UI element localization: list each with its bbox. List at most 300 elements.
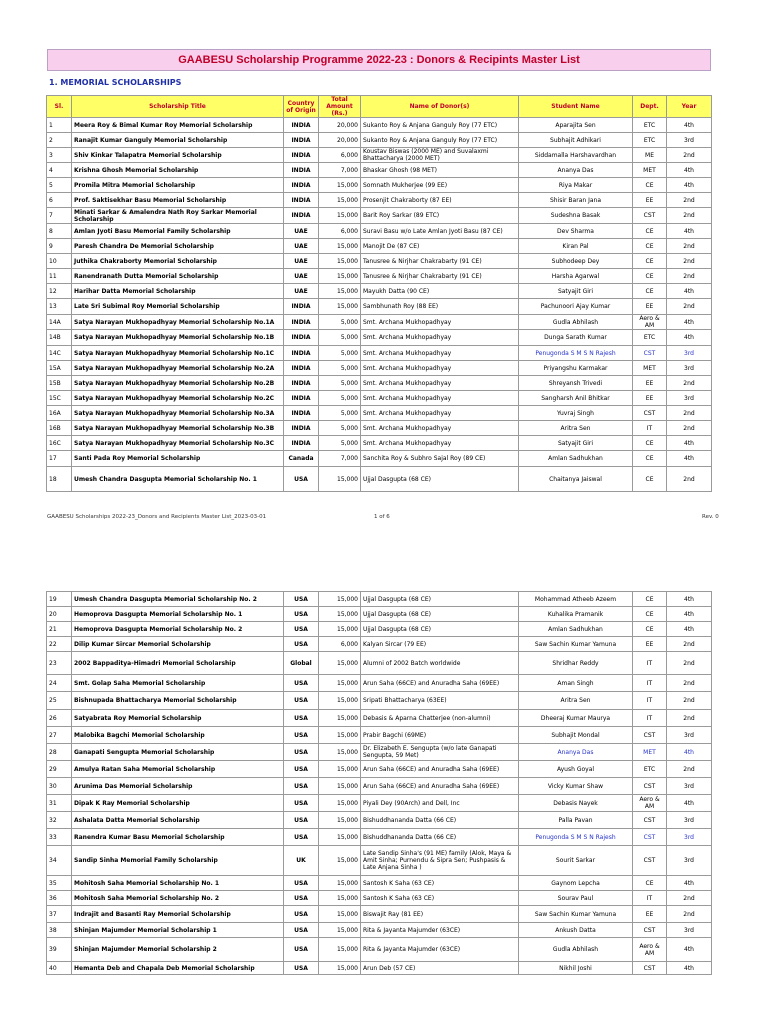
cell-student: Sourav Paul (519, 891, 633, 906)
cell-sl: 17 (47, 451, 72, 467)
cell-year: 4th (667, 592, 712, 607)
cell-dept: CST (633, 208, 667, 224)
cell-year: 3rd (667, 846, 712, 876)
table-row (47, 254, 712, 269)
cell-amount: 6,000 (319, 224, 361, 239)
cell-year: 4th (667, 178, 712, 193)
cell-country: Canada (284, 451, 319, 467)
cell-title: Satya Narayan Mukhopadhyay Memorial Scholarship No.1A (72, 315, 284, 330)
cell-donor: Bhaskar Ghosh (98 MET) (361, 163, 519, 178)
table-row (47, 891, 712, 906)
cell-amount: 7,000 (319, 163, 361, 178)
cell-student: Riya Makar (519, 178, 633, 193)
cell-student: Priyangshu Karmakar (519, 361, 633, 376)
header-title: Scholarship Title (72, 96, 284, 118)
table-row (47, 193, 712, 208)
cell-student: Dev Sharma (519, 224, 633, 239)
cell-donor: Late Sandip Sinha's (91 ME) family (Alok, Maya & Amit Sinha; Purnendu & Sipra Sen; Pushpasis & Late Anjana Sinha ) (361, 846, 519, 876)
cell-dept: IT (633, 675, 667, 692)
cell-student: Ankush Datta (519, 923, 633, 938)
cell-title: Hemoprova Dasgupta Memorial Scholarship No. 1 (72, 607, 284, 622)
cell-amount: 20,000 (319, 118, 361, 133)
cell-amount: 15,000 (319, 744, 361, 761)
cell-donor: Suravi Basu w/o Late Amlan Jyoti Basu (87 CE) (361, 224, 519, 239)
scholarship-table-page1 (46, 95, 712, 492)
cell-title: Juthika Chakraborty Memorial Scholarship (72, 254, 284, 269)
cell-year: 2nd (667, 637, 712, 652)
cell-sl: 14A (47, 315, 72, 330)
table-row (47, 148, 712, 163)
cell-student: Sudeshna Basak (519, 208, 633, 224)
header-donor: Name of Donor(s) (361, 96, 519, 118)
table-row (47, 239, 712, 254)
cell-donor: Somnath Mukherjee (99 EE) (361, 178, 519, 193)
page-title: GAABESU Scholarship Programme 2022-23 : Donors & Recipints Master List (47, 49, 711, 71)
cell-amount: 15,000 (319, 906, 361, 923)
table-row (47, 178, 712, 193)
cell-amount: 15,000 (319, 607, 361, 622)
cell-year: 4th (667, 163, 712, 178)
table-row (47, 906, 712, 923)
cell-year: 4th (667, 436, 712, 451)
cell-year: 2nd (667, 761, 712, 778)
cell-year: 4th (667, 118, 712, 133)
table-row (47, 938, 712, 962)
cell-amount: 15,000 (319, 239, 361, 254)
table-row (47, 962, 712, 975)
cell-dept: CST (633, 923, 667, 938)
cell-sl: 14B (47, 330, 72, 346)
cell-donor: Arun Deb (57 CE) (361, 962, 519, 975)
cell-dept: MET (633, 163, 667, 178)
cell-student: Penugonda S M S N Rajesh (519, 346, 633, 361)
table-row (47, 163, 712, 178)
cell-year: 4th (667, 224, 712, 239)
cell-student: Ayush Goyal (519, 761, 633, 778)
cell-amount: 15,000 (319, 254, 361, 269)
cell-donor: Kalyan Sircar (79 EE) (361, 637, 519, 652)
cell-sl: 9 (47, 239, 72, 254)
cell-amount: 15,000 (319, 675, 361, 692)
cell-amount: 6,000 (319, 637, 361, 652)
cell-amount: 15,000 (319, 592, 361, 607)
cell-dept: CE (633, 467, 667, 492)
table-row (47, 592, 712, 607)
cell-sl: 13 (47, 299, 72, 315)
cell-sl: 37 (47, 906, 72, 923)
cell-year: 2nd (667, 421, 712, 436)
cell-sl: 4 (47, 163, 72, 178)
cell-donor: Mayukh Datta (90 CE) (361, 284, 519, 299)
cell-amount: 15,000 (319, 778, 361, 795)
cell-year: 3rd (667, 812, 712, 829)
cell-country: Global (284, 652, 319, 675)
cell-year: 2nd (667, 299, 712, 315)
table-row (47, 208, 712, 224)
cell-dept: EE (633, 299, 667, 315)
cell-donor: Alumni of 2002 Batch worldwide (361, 652, 519, 675)
cell-student: Shridhar Reddy (519, 652, 633, 675)
cell-sl: 31 (47, 795, 72, 812)
cell-year: 3rd (667, 727, 712, 744)
cell-student: Harsha Agarwal (519, 269, 633, 284)
cell-year: 2nd (667, 692, 712, 710)
cell-donor: Dr. Elizabeth E. Sengupta (w/o late Ganapati Sengupta, 59 Met) (361, 744, 519, 761)
cell-year: 4th (667, 315, 712, 330)
cell-sl: 1 (47, 118, 72, 133)
cell-country: USA (284, 923, 319, 938)
footer-document-name: GAABESU Scholarships 2022-23_Donors and Recipients Master List_2023-03-01 (47, 514, 267, 520)
cell-dept: CE (633, 622, 667, 637)
cell-donor: Sambhunath Roy (88 EE) (361, 299, 519, 315)
cell-dept: CE (633, 239, 667, 254)
cell-title: Ranajit Kumar Ganguly Memorial Scholarship (72, 133, 284, 148)
header-amount: Total Amount (Rs.) (319, 96, 361, 118)
cell-sl: 18 (47, 467, 72, 492)
cell-student: Aritra Sen (519, 692, 633, 710)
cell-year: 3rd (667, 361, 712, 376)
cell-sl: 16A (47, 406, 72, 421)
table-row (47, 778, 712, 795)
cell-country: USA (284, 778, 319, 795)
table-row (47, 284, 712, 299)
table-row (47, 467, 712, 492)
cell-title: Paresh Chandra De Memorial Scholarship (72, 239, 284, 254)
scholarship-table-page2 (46, 591, 712, 975)
cell-country: USA (284, 675, 319, 692)
cell-donor: Rita & Jayanta Majumder (63CE) (361, 938, 519, 962)
cell-student: Kiran Pal (519, 239, 633, 254)
cell-title: Satya Narayan Mukhopadhyay Memorial Scholarship No.1C (72, 346, 284, 361)
cell-student: Subhajit Adhikari (519, 133, 633, 148)
cell-sl: 7 (47, 208, 72, 224)
cell-year: 2nd (667, 406, 712, 421)
header-dept: Dept. (633, 96, 667, 118)
table-row (47, 727, 712, 744)
cell-amount: 15,000 (319, 923, 361, 938)
cell-title: Krishna Ghosh Memorial Scholarship (72, 163, 284, 178)
cell-title: Satya Narayan Mukhopadhyay Memorial Scholarship No.3C (72, 436, 284, 451)
cell-amount: 5,000 (319, 376, 361, 391)
cell-title: Mohitosh Saha Memorial Scholarship No. 2 (72, 891, 284, 906)
cell-amount: 5,000 (319, 346, 361, 361)
cell-title: Promila Mitra Memorial Scholarship (72, 178, 284, 193)
cell-dept: ETC (633, 330, 667, 346)
cell-sl: 15C (47, 391, 72, 406)
cell-title: Smt. Golap Saha Memorial Scholarship (72, 675, 284, 692)
cell-year: 2nd (667, 254, 712, 269)
cell-dept: CST (633, 812, 667, 829)
cell-amount: 15,000 (319, 812, 361, 829)
cell-dept: EE (633, 391, 667, 406)
cell-country: USA (284, 710, 319, 727)
cell-donor: Smt. Archana Mukhopadhyay (361, 315, 519, 330)
cell-dept: ETC (633, 133, 667, 148)
cell-student: Amlan Sadhukhan (519, 451, 633, 467)
cell-student: Siddamalla Harshavardhan (519, 148, 633, 163)
cell-sl: 19 (47, 592, 72, 607)
cell-year: 3rd (667, 346, 712, 361)
cell-sl: 3 (47, 148, 72, 163)
cell-year: 2nd (667, 710, 712, 727)
cell-donor: Arun Saha (66CE) and Anuradha Saha (69EE) (361, 778, 519, 795)
cell-title: Amlan Jyoti Basu Memorial Family Scholarship (72, 224, 284, 239)
cell-sl: 32 (47, 812, 72, 829)
cell-amount: 7,000 (319, 451, 361, 467)
section-heading: 1. MEMORIAL SCHOLARSHIPS (49, 78, 182, 87)
footer-revision: Rev. 0 (702, 514, 719, 520)
cell-sl: 39 (47, 938, 72, 962)
cell-title: Ranendranath Dutta Memorial Scholarship (72, 269, 284, 284)
cell-student: Sangharsh Anil Bhitkar (519, 391, 633, 406)
cell-student: Penugonda S M S N Rajesh (519, 829, 633, 846)
cell-donor: Smt. Archana Mukhopadhyay (361, 361, 519, 376)
cell-dept: ETC (633, 761, 667, 778)
cell-title: Minati Sarkar & Amalendra Nath Roy Sarkar Memorial Scholarship (72, 208, 284, 224)
cell-amount: 15,000 (319, 727, 361, 744)
cell-student: Kuhalika Pramanik (519, 607, 633, 622)
cell-country: USA (284, 891, 319, 906)
cell-year: 3rd (667, 391, 712, 406)
cell-country: INDIA (284, 376, 319, 391)
cell-student: Aman Singh (519, 675, 633, 692)
cell-amount: 15,000 (319, 193, 361, 208)
cell-country: INDIA (284, 299, 319, 315)
cell-country: INDIA (284, 361, 319, 376)
cell-donor: Prabir Bagchi (69ME) (361, 727, 519, 744)
cell-year: 4th (667, 795, 712, 812)
cell-title: Arunima Das Memorial Scholarship (72, 778, 284, 795)
cell-amount: 6,000 (319, 148, 361, 163)
cell-year: 3rd (667, 829, 712, 846)
header-year: Year (667, 96, 712, 118)
cell-title: Meera Roy & Bimal Kumar Roy Memorial Scholarship (72, 118, 284, 133)
cell-title: Dilip Kumar Sircar Memorial Scholarship (72, 637, 284, 652)
cell-donor: Ujjal Dasgupta (68 CE) (361, 467, 519, 492)
cell-sl: 11 (47, 269, 72, 284)
cell-student: Shreyansh Trivedi (519, 376, 633, 391)
cell-year: 2nd (667, 652, 712, 675)
cell-amount: 15,000 (319, 962, 361, 975)
cell-amount: 15,000 (319, 652, 361, 675)
cell-title: Amulya Ratan Saha Memorial Scholarship (72, 761, 284, 778)
cell-donor: Sripati Bhattacharya (63EE) (361, 692, 519, 710)
cell-sl: 16C (47, 436, 72, 451)
cell-year: 4th (667, 876, 712, 891)
cell-dept: CE (633, 592, 667, 607)
table-row (47, 330, 712, 346)
cell-year: 4th (667, 622, 712, 637)
cell-country: UAE (284, 254, 319, 269)
cell-sl: 15A (47, 361, 72, 376)
cell-title: Satya Narayan Mukhopadhyay Memorial Scholarship No.3A (72, 406, 284, 421)
cell-amount: 20,000 (319, 133, 361, 148)
cell-year: 4th (667, 607, 712, 622)
cell-country: UK (284, 846, 319, 876)
cell-donor: Piyali Dey (90Arch) and Dell, Inc (361, 795, 519, 812)
cell-sl: 5 (47, 178, 72, 193)
cell-donor: Santosh K Saha (63 CE) (361, 891, 519, 906)
cell-year: 3rd (667, 133, 712, 148)
cell-donor: Smt. Archana Mukhopadhyay (361, 391, 519, 406)
cell-title: Malobika Bagchi Memorial Scholarship (72, 727, 284, 744)
header-country: Country of Origin (284, 96, 319, 118)
cell-country: INDIA (284, 178, 319, 193)
table-row (47, 421, 712, 436)
cell-country: USA (284, 795, 319, 812)
cell-donor: Smt. Archana Mukhopadhyay (361, 376, 519, 391)
cell-dept: MET (633, 744, 667, 761)
cell-amount: 15,000 (319, 269, 361, 284)
table-header-row (47, 96, 712, 118)
cell-student: Saw Sachin Kumar Yamuna (519, 906, 633, 923)
cell-country: USA (284, 812, 319, 829)
cell-donor: Ujjal Dasgupta (68 CE) (361, 622, 519, 637)
table-row (47, 846, 712, 876)
table-row (47, 269, 712, 284)
cell-dept: IT (633, 891, 667, 906)
table-row (47, 224, 712, 239)
cell-student: Satyajit Giri (519, 436, 633, 451)
cell-sl: 20 (47, 607, 72, 622)
cell-donor: Koustav Biswas (2000 ME) and Suvalaxmi Bhattacharya (2000 MET) (361, 148, 519, 163)
cell-country: USA (284, 829, 319, 846)
cell-country: USA (284, 727, 319, 744)
cell-amount: 15,000 (319, 692, 361, 710)
cell-amount: 5,000 (319, 315, 361, 330)
cell-student: Nikhil Joshi (519, 962, 633, 975)
cell-student: Yuvraj Singh (519, 406, 633, 421)
cell-title: Dipak K Ray Memorial Scholarship (72, 795, 284, 812)
cell-country: USA (284, 761, 319, 778)
cell-dept: CE (633, 269, 667, 284)
table-row (47, 829, 712, 846)
cell-student: Shisir Baran Jana (519, 193, 633, 208)
table-body-page1 (47, 118, 712, 492)
cell-student: Chaitanya Jaiswal (519, 467, 633, 492)
table-row (47, 692, 712, 710)
cell-country: INDIA (284, 406, 319, 421)
cell-dept: CST (633, 962, 667, 975)
cell-dept: CST (633, 346, 667, 361)
cell-title: Prof. Saktisekhar Basu Memorial Scholarship (72, 193, 284, 208)
cell-country: USA (284, 607, 319, 622)
cell-dept: CE (633, 451, 667, 467)
cell-country: INDIA (284, 133, 319, 148)
cell-country: INDIA (284, 193, 319, 208)
cell-sl: 29 (47, 761, 72, 778)
cell-country: UAE (284, 239, 319, 254)
cell-title: Satya Narayan Mukhopadhyay Memorial Scholarship No.2A (72, 361, 284, 376)
table-body-page2 (47, 592, 712, 975)
cell-country: INDIA (284, 421, 319, 436)
cell-dept: CST (633, 778, 667, 795)
cell-sl: 22 (47, 637, 72, 652)
cell-title: Sandip Sinha Memorial Family Scholarship (72, 846, 284, 876)
cell-student: Gaynom Lepcha (519, 876, 633, 891)
cell-title: Ashalata Datta Memorial Scholarship (72, 812, 284, 829)
cell-amount: 15,000 (319, 178, 361, 193)
cell-dept: CST (633, 406, 667, 421)
cell-country: INDIA (284, 163, 319, 178)
cell-amount: 15,000 (319, 938, 361, 962)
cell-dept: CE (633, 254, 667, 269)
table-row (47, 133, 712, 148)
cell-student: Amlan Sadhukhan (519, 622, 633, 637)
cell-year: 4th (667, 938, 712, 962)
cell-title: Shiv Kinkar Talapatra Memorial Scholarship (72, 148, 284, 163)
cell-title: Indrajit and Basanti Ray Memorial Scholarship (72, 906, 284, 923)
cell-dept: CE (633, 178, 667, 193)
cell-sl: 10 (47, 254, 72, 269)
header-sl: Sl. (47, 96, 72, 118)
cell-dept: EE (633, 193, 667, 208)
cell-year: 4th (667, 284, 712, 299)
table-row (47, 795, 712, 812)
cell-country: USA (284, 637, 319, 652)
cell-sl: 15B (47, 376, 72, 391)
cell-dept: EE (633, 906, 667, 923)
table-row (47, 436, 712, 451)
cell-donor: Smt. Archana Mukhopadhyay (361, 330, 519, 346)
table-row (47, 812, 712, 829)
cell-title: Shinjan Majumder Memorial Scholarship 1 (72, 923, 284, 938)
cell-country: INDIA (284, 148, 319, 163)
cell-donor: Sukanto Roy & Anjana Ganguly Roy (77 ETC) (361, 133, 519, 148)
cell-title: Late Sri Subimal Roy Memorial Scholarship (72, 299, 284, 315)
cell-sl: 30 (47, 778, 72, 795)
table-row (47, 391, 712, 406)
cell-country: USA (284, 876, 319, 891)
cell-dept: Aero & AM (633, 938, 667, 962)
table-row (47, 346, 712, 361)
cell-amount: 5,000 (319, 361, 361, 376)
cell-year: 2nd (667, 208, 712, 224)
cell-student: Gudla Abhilash (519, 315, 633, 330)
cell-dept: ME (633, 148, 667, 163)
cell-dept: Aero & AM (633, 795, 667, 812)
cell-dept: IT (633, 710, 667, 727)
cell-year: 2nd (667, 906, 712, 923)
cell-student: Subhodeep Dey (519, 254, 633, 269)
cell-title: Umesh Chandra Dasgupta Memorial Scholarship No. 2 (72, 592, 284, 607)
cell-title: Bishnupada Bhattacharya Memorial Scholarship (72, 692, 284, 710)
header-student: Student Name (519, 96, 633, 118)
cell-dept: CE (633, 284, 667, 299)
cell-year: 2nd (667, 193, 712, 208)
cell-sl: 6 (47, 193, 72, 208)
cell-donor: Rita & Jayanta Majumder (63CE) (361, 923, 519, 938)
cell-sl: 8 (47, 224, 72, 239)
cell-country: USA (284, 592, 319, 607)
cell-year: 2nd (667, 376, 712, 391)
cell-country: USA (284, 744, 319, 761)
cell-sl: 12 (47, 284, 72, 299)
cell-title: Hemoprova Dasgupta Memorial Scholarship No. 2 (72, 622, 284, 637)
cell-year: 2nd (667, 148, 712, 163)
cell-amount: 5,000 (319, 406, 361, 421)
cell-year: 2nd (667, 467, 712, 492)
cell-dept: CST (633, 846, 667, 876)
cell-donor: Prosenjit Chakraborty (87 EE) (361, 193, 519, 208)
table-row (47, 118, 712, 133)
cell-sl: 33 (47, 829, 72, 846)
cell-year: 4th (667, 330, 712, 346)
cell-amount: 15,000 (319, 761, 361, 778)
table-row (47, 923, 712, 938)
cell-student: Debasis Nayek (519, 795, 633, 812)
cell-donor: Ujjal Dasgupta (68 CE) (361, 592, 519, 607)
